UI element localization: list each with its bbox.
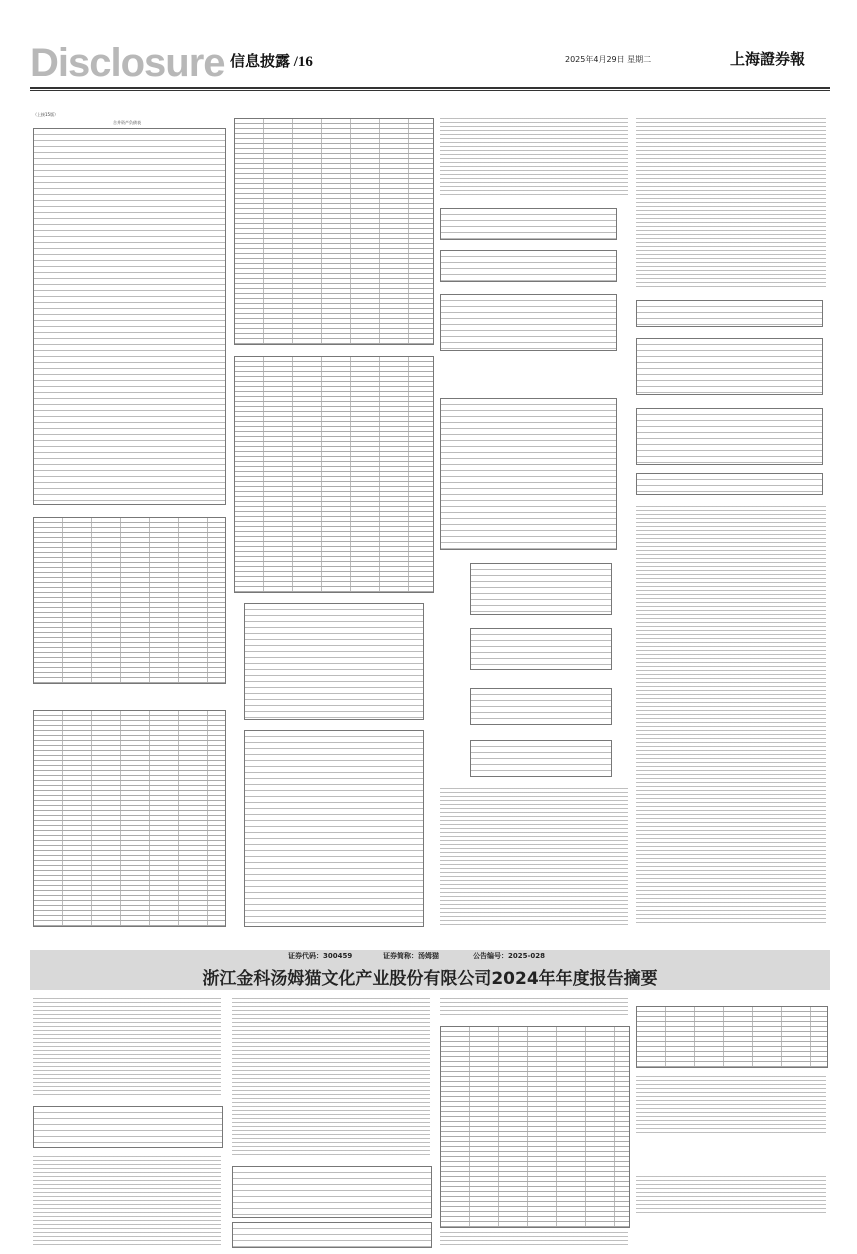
shareholder-note — [440, 1232, 628, 1246]
equity-change-table-4 — [234, 356, 434, 593]
upper-column-4 — [636, 118, 828, 938]
notes-text-4 — [636, 506, 826, 926]
section-title: 信息披露 /16 — [230, 54, 313, 70]
notes-table-2 — [440, 250, 617, 282]
issue-date: 2025年4月29日 星期二 — [565, 55, 652, 64]
table-caption: 合并资产负债表 — [113, 120, 141, 125]
financial-table-6 — [244, 730, 424, 927]
notes-table-4 — [440, 398, 617, 550]
notes-table-1 — [440, 208, 617, 240]
report-title: 浙江金科汤姆猫文化产业股份有限公司2024年年度报告摘要 — [202, 969, 658, 989]
stock-short-name: 证券简称：汤姆猫 — [383, 952, 439, 960]
notes-text-5 — [636, 1076, 826, 1136]
top-shareholders-table — [636, 1006, 828, 1068]
company-profile-table — [33, 1106, 223, 1148]
quarterly-table — [232, 1222, 432, 1248]
notes-text-1 — [440, 118, 628, 198]
lower-column-2 — [232, 998, 432, 1248]
equity-change-table-1 — [33, 517, 226, 684]
notes-table-10 — [636, 338, 823, 395]
lower-column-1 — [33, 998, 223, 1248]
notes-table-12 — [636, 473, 823, 495]
notes-table-9 — [636, 300, 823, 327]
notes-text-2 — [440, 788, 628, 928]
notes-table-7 — [470, 688, 612, 725]
newspaper-name: 上海證券報 — [730, 52, 806, 68]
stock-code: 证券代码：300459 — [288, 952, 353, 960]
masthead: Disclosure — [30, 41, 225, 85]
announcement-number: 公告编号：2025-028 — [473, 952, 545, 960]
key-accounting-table — [232, 1166, 432, 1218]
balance-sheet-table — [33, 128, 226, 505]
notes-table-5 — [470, 563, 612, 615]
notes-table-6 — [470, 628, 612, 670]
page-header — [30, 40, 830, 86]
summary-text-1 — [33, 998, 221, 1098]
lower-column-3 — [440, 998, 630, 1248]
upper-column-1 — [33, 112, 226, 932]
announcement-banner — [30, 950, 830, 990]
continuation-label: （上接15版） — [33, 112, 59, 117]
notes-text-6 — [636, 1176, 826, 1216]
upper-column-2 — [234, 118, 434, 938]
equity-change-table-2 — [33, 710, 226, 927]
notes-table-8 — [470, 740, 612, 777]
shareholder-text — [440, 998, 628, 1018]
header-rule-thin — [30, 90, 830, 91]
financial-table-5 — [244, 603, 424, 720]
notes-table-3 — [440, 294, 617, 351]
business-text — [232, 998, 430, 1158]
shareholder-table — [440, 1026, 630, 1228]
upper-column-3 — [440, 118, 630, 938]
equity-change-table-3 — [234, 118, 434, 345]
lower-column-4 — [636, 998, 828, 1248]
header-rule — [30, 87, 830, 89]
summary-text-2 — [33, 1156, 221, 1246]
notes-text-3 — [636, 118, 826, 288]
notes-table-11 — [636, 408, 823, 465]
